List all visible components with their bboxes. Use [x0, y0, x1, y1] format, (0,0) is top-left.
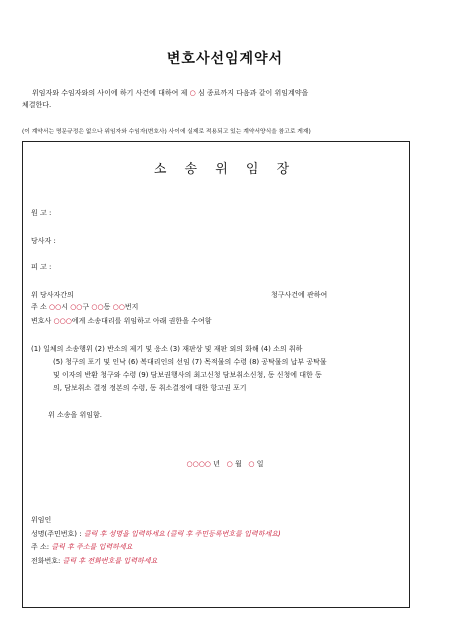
lawyer-name-field[interactable]: ○○○ — [53, 317, 72, 325]
intro-text-post: 심 종료까지 다음과 같이 위임계약을 — [197, 89, 309, 97]
delegator-address-label: 주 소: — [31, 543, 50, 551]
intro-line-1 — [32, 87, 308, 99]
date-row — [0, 459, 450, 469]
defendant-label: 피 고 : — [31, 263, 52, 271]
delegator-phone-row — [31, 556, 157, 566]
year-field[interactable]: ○○○○ — [186, 460, 211, 468]
phone-input[interactable]: 클릭 후 전화번호를 입력하세요 — [62, 557, 158, 565]
lot-number-field[interactable]: ○○ — [112, 303, 125, 311]
claim-label: 청구사건에 관하여 — [271, 291, 328, 299]
phone-label: 전화번호: — [31, 557, 61, 565]
powers-line: (5) 청구의 포기 및 인낙 (6) 복대리인의 선임 (7) 목적물의 수령 (8) 공탁물의 납부 공탁물 — [53, 358, 327, 366]
address-label: 주 소 — [31, 303, 47, 311]
year-label: 년 — [213, 460, 220, 468]
lawyer-text: 에게 소송대리를 위임하고 아래 권한을 수여함 — [71, 317, 212, 325]
powers-line: 및 이자의 반환 청구와 수령 (9) 담보권행사의 최고신청 담보취소신청, 동 신청에 대한 동 — [53, 371, 322, 379]
instance-number-field[interactable]: ○ — [189, 89, 196, 97]
dong-suffix: 동 — [103, 303, 111, 311]
day-field[interactable]: ○ — [248, 460, 255, 468]
intro-text-pre: 위임자와 수임자와의 사이에 하기 사건에 대하여 제 — [32, 89, 188, 97]
lawyer-label: 변호사 — [31, 317, 52, 325]
between-parties-label: 위 당사자간의 — [31, 291, 74, 299]
plaintiff-label: 원 고 : — [31, 209, 52, 217]
day-label: 일 — [256, 460, 264, 468]
city-field[interactable]: ○○ — [48, 303, 62, 311]
lawyer-row — [31, 316, 211, 326]
powers-line: (1) 일체의 소송행위 (2) 반소의 제기 및 응소 (3) 재판상 및 재판 외의 화해 (4) 소의 취하 — [31, 345, 303, 353]
delegate-statement: 위 소송을 위임함. — [48, 411, 103, 419]
month-field[interactable]: ○ — [226, 460, 233, 468]
note-text: (이 계약서는 명문규정은 없으나 위임자와 수임자(변호사) 사이에 실제로 적용되고 있는 계약서양식을 참고로 게재) — [22, 129, 311, 135]
delegator-name-row — [31, 529, 281, 539]
lawyer-address-row — [31, 302, 138, 312]
delegator-address-row — [31, 542, 132, 552]
dong-field[interactable]: ○○ — [91, 303, 104, 311]
district-field[interactable]: ○○ — [70, 303, 83, 311]
address-input[interactable]: 클릭 후 주소를 입력하세요 — [51, 543, 133, 551]
powers-line: 의, 담보취소 결정 정본의 수령, 동 취소결정에 대한 항고권 포기 — [53, 384, 247, 392]
party-label: 당사자 : — [31, 237, 56, 245]
lot-suffix: 번지 — [124, 303, 139, 311]
box-title: 소 송 위 임 장 — [153, 162, 297, 177]
delegator-label: 위임인 — [31, 516, 52, 524]
district-suffix: 구 — [82, 303, 90, 311]
city-suffix: 시 — [61, 303, 68, 311]
name-label: 성명(주민번호) : — [31, 530, 82, 538]
month-label: 월 — [234, 460, 242, 468]
intro-line-2: 체결한다. — [22, 101, 52, 109]
document-title: 변호사선임계약서 — [166, 51, 284, 67]
name-input[interactable]: 클릭 후 성명을 입력하세요 (클릭 후 주민등록번호를 입력하세요) — [83, 530, 281, 538]
